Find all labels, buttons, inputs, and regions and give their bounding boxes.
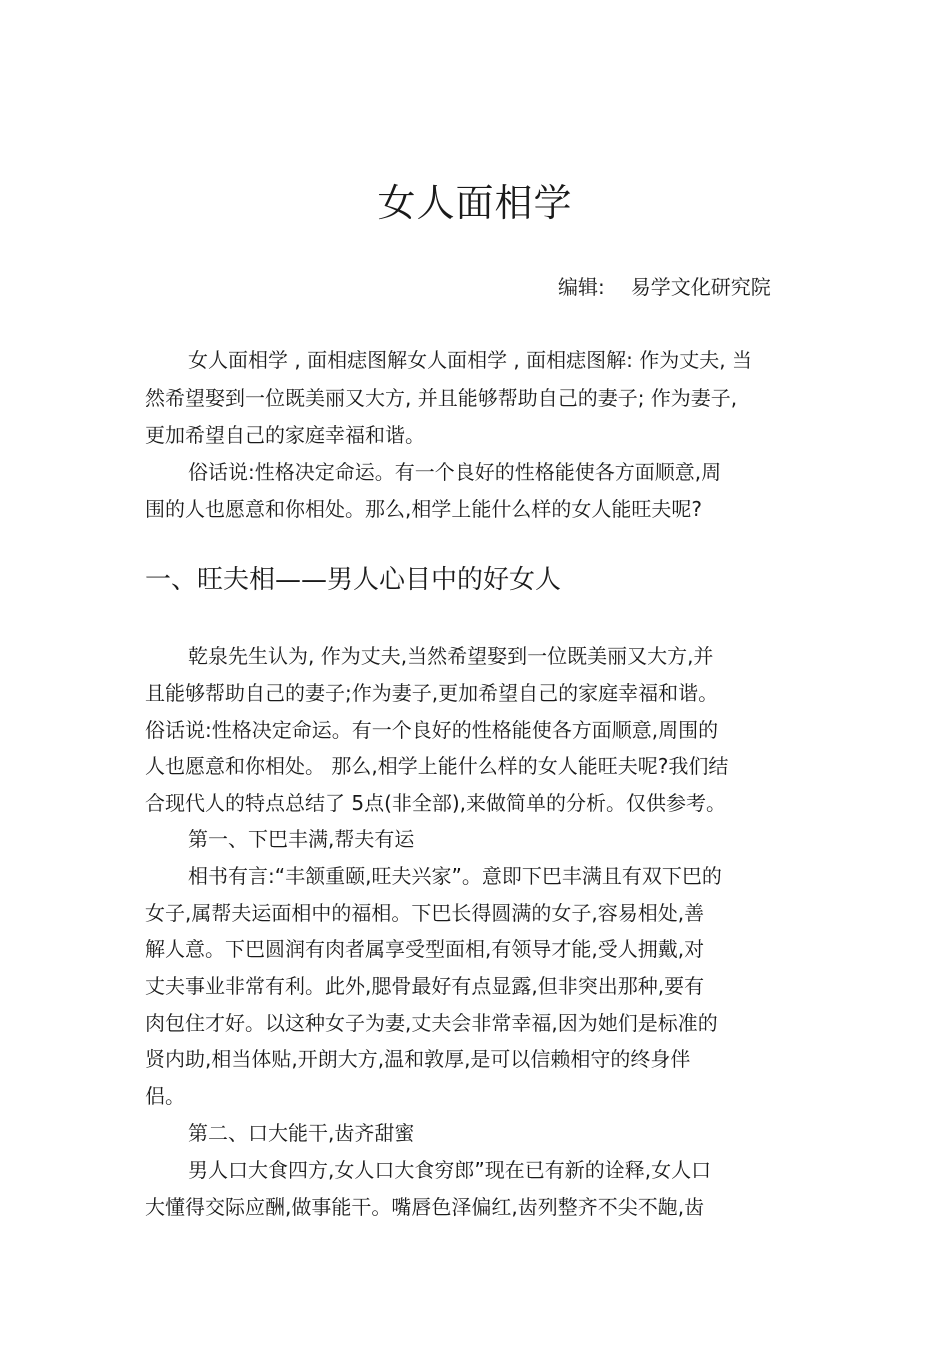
intro-line: 围的人也愿意和你相处。那么,相学上能什么样的女人能旺夫呢? bbox=[145, 497, 702, 521]
editor-credit bbox=[558, 272, 771, 302]
editor-label: 编辑: bbox=[558, 275, 605, 299]
section-heading: 一、旺夫相——男人心目中的好女人 bbox=[145, 565, 562, 595]
intro-line: 女人面相学 , 面相痣图解女人面相学 , 面相痣图解: 作为丈夫, 当 bbox=[188, 348, 752, 372]
document-title: 女人面相学 bbox=[377, 181, 573, 225]
body-line: 女子,属帮夫运面相中的福相。下巴长得圆满的女子,容易相处,善 bbox=[145, 901, 705, 925]
body-line: 俗话说:性格决定命运。有一个良好的性格能使各方面顺意,周围的 bbox=[145, 718, 719, 742]
body-line: 丈夫事业非常有利。此外,腮骨最好有点显露,但非突出那种,要有 bbox=[145, 974, 705, 998]
intro-line: 然希望娶到一位既美丽又大方, 并且能够帮助自己的妻子; 作为妻子, bbox=[145, 386, 738, 410]
body-line: 肉包住才好。以这种女子为妻,丈夫会非常幸福,因为她们是标准的 bbox=[145, 1011, 718, 1035]
body-line: 人也愿意和你相处。 那么,相学上能什么样的女人能旺夫呢?我们结 bbox=[145, 754, 729, 778]
body-line: 男人口大食四方,女人口大食穷郎”现在已有新的诠释,女人口 bbox=[188, 1158, 712, 1182]
intro-line: 更加希望自己的家庭幸福和谐。 bbox=[145, 423, 425, 447]
body-line: 贤内助,相当体贴,开朗大方,温和敦厚,是可以信赖相守的终身伴 bbox=[145, 1047, 691, 1071]
body-line: 大懂得交际应酬,做事能干。嘴唇色泽偏红,齿列整齐不尖不龅,齿 bbox=[145, 1195, 705, 1219]
body-line: 侣。 bbox=[145, 1084, 185, 1108]
body-line: 乾泉先生认为, 作为丈夫,当然希望娶到一位既美丽又大方,并 bbox=[188, 644, 714, 668]
intro-line: 俗话说:性格决定命运。有一个良好的性格能使各方面顺意,周 bbox=[188, 460, 722, 484]
subheading-line: 第一、下巴丰满,帮夫有运 bbox=[188, 827, 415, 851]
editor-name: 易学文化研究院 bbox=[630, 275, 771, 299]
body-line: 且能够帮助自己的妻子;作为妻子,更加希望自己的家庭幸福和谐。 bbox=[145, 681, 719, 705]
body-line: 解人意。下巴圆润有肉者属享受型面相,有领导才能,受人拥戴,对 bbox=[145, 937, 705, 961]
body-line: 合现代人的特点总结了 5点(非全部),来做简单的分析。仅供参考。 bbox=[145, 791, 727, 815]
subheading-line: 第二、口大能干,齿齐甜蜜 bbox=[188, 1121, 415, 1145]
body-line: 相书有言:“丰颔重颐,旺夫兴家”。意即下巴丰满且有双下巴的 bbox=[188, 864, 722, 888]
